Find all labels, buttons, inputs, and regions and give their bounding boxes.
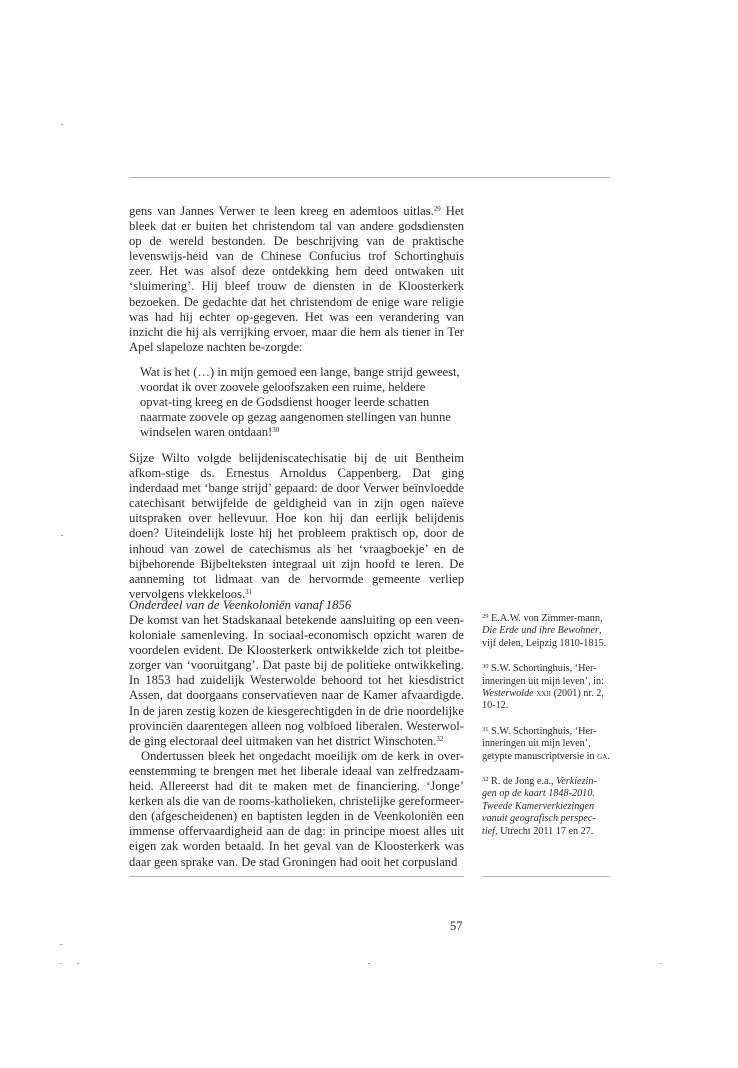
crop-mark [77,963,79,964]
footnote-29 [482,613,610,650]
paragraph-text [129,204,464,355]
footnote-32 [482,776,610,838]
footnote-number: 32 [482,776,489,784]
footnote-title: Verkiezin-gen op de kaart 1848-2010. Tweede Kamerverkiezingen vanuit geografisch perspec-tief [482,776,597,837]
text-run: gens van Jannes Verwer te leen kreeg en ademloos uitlas. [129,204,434,218]
footnote-ref: 32 [436,734,444,743]
footnote-number: 31 [482,725,489,733]
footnote-ref: 31 [245,587,253,596]
paragraph-text [129,613,464,749]
section-heading: Onderdeel van de Veenkoloniën vanaf 1856 [129,598,352,612]
footnote-volume: xxii [536,688,552,700]
footnote-title: Westerwolde [482,688,534,700]
block-quote [140,365,460,440]
footnote-abbrev: ga [597,750,608,762]
footnote-text: S.W. Schortinghuis, ‘Her-inneringen uit mijn leven’, in: [482,663,604,687]
footnote-text: , vijf delen, Leipzig 1810-1815. [482,625,607,649]
body-paragraph-2 [129,451,464,602]
crop-mark [60,944,62,945]
page-number: 57 [450,919,463,933]
footnote-text: (2001) nr. 2, 10-12. [482,688,604,712]
footnote-30 [482,663,610,713]
footnote-text: R. de Jong e.a., [491,776,557,788]
bottom-rule-main [129,876,464,877]
body-paragraph-3 [129,613,464,870]
paragraph-text [129,749,464,870]
footnote-number: 30 [482,663,489,671]
bottom-rule-notes [482,876,610,877]
paragraph-text [129,451,464,602]
crop-mark [368,963,370,964]
footnote-ref: 29 [433,205,441,213]
text-run: Ondertussen bleek het ongedacht moeilijk om de kerk in over-eenstemming te brengen met het liberale ideaal van zelfredzaam-heid. Allereerst had dit te maken met de financiering. ‘Jonge’ kerken als die van de rooms-katholieken, christelijke gereformeer-den (afgescheidenen) en baptisten legden in de Veenkoloniën een immense offervaardigheid aan de dag: in principe moest alles uit eigen zak worden betaald. In het geval van de Kloosterkerk was daar geen sprake van. De stad Groningen had ooit het corpusland [129,748,464,869]
text-run: Het bleek dat er buiten het christendom tal van andere godsdiensten op de wereld bestonden. De beschrijving van de praktische levenswijs-heid van de Chinese Confucius trof Schortinghuis zeer. Het was alsof deze ontdekking hem deed ontwaken uit ‘sluimering’. Hij bleef trouw de diensten in de Kloosterkerk bezoeken. De gedachte dat het christendom de enige ware religie was had hij echter op-gegeven. Het was een verandering van inzicht die hij als verrijking ervoer, maar die hem als tiener in Ter Apel slapeloze nachten be-zorgde: [129,204,464,354]
footnote-text: S.W. Schortinghuis, ‘Her-inneringen uit mijn leven’, getypte manuscriptversie in [482,725,598,762]
body-paragraph-1 [129,204,464,355]
footnote-number: 29 [482,613,489,620]
crop-mark [61,124,63,125]
footnotes [482,613,610,851]
crop-mark [60,963,62,964]
footnote-text: E.A.W. von Zimmer-mann, [491,613,603,624]
crop-mark [61,535,63,536]
footnote-text: , Utrecht 2011 17 en 27. [495,825,594,837]
footnote-31 [482,726,610,763]
text-run: De komst van het Stadskanaal betekende aansluiting op een veen-koloniale samenleving. In sociaal-economisch opzicht waren de voordelen evident. De Kloosterkerk ontwikkelde zich tot pleitbe-zorger van ‘vooruitgang’. Dat paste bij de politieke ontwikkeling. In 1853 had zuidelijk Westerwolde behoord tot het kiesdistrict Assen, dat doorgaans conservatieven naar de Kamer afvaardigde. In de jaren zestig kozen de kiesgerechtigden in de drie noordelijke provinciën daarentegen alleen nog volbloed liberalen. Westerwol-de ging electoraal deel uitmaken van het district Winschoten. [129,613,464,748]
text-run: Sijze Wilto volgde belijdeniscatechisatie bij de uit Bentheim afkom-stige ds. Ernestus Arnoldus Cappenberg. Dat ging inderdaad met ‘bange strijd’ gepaard: de door Verwer beïnvloedde catechisant betwijfelde de geldigheid van in zijn ogen naïeve uitspraken over hellevuur. Hoe kon hij dan eerlijk belijdenis doen? Uiteindelijk loste hij het probleem praktisch op, door de inhoud van zowel de catechismus als het ‘vraagboekje’ en de bijbehorende Bijbelteksten integraal uit zijn hoofd te leren. De aanneming tot lidmaat van de hervormde gemeente verliep vervolgens vlekkeloos. [129,451,464,601]
crop-mark [660,963,662,964]
footnote-ref: 30 [272,426,280,435]
top-rule [129,177,610,178]
footnote-text: . [607,750,610,762]
footnote-title: Die Erde und ihre Bewohner [482,625,599,637]
quote-text: Wat is het (…) in mijn gemoed een lange, bange strijd geweest, voordat ik over zoovele geloofszaken een ruime, heldere opvat-ting kreeg en de Godsdienst hooger leerde schatten naarmate zoovele op gezag aangenomen stellingen van hunne windselen waren ontdaan! [140,365,460,440]
